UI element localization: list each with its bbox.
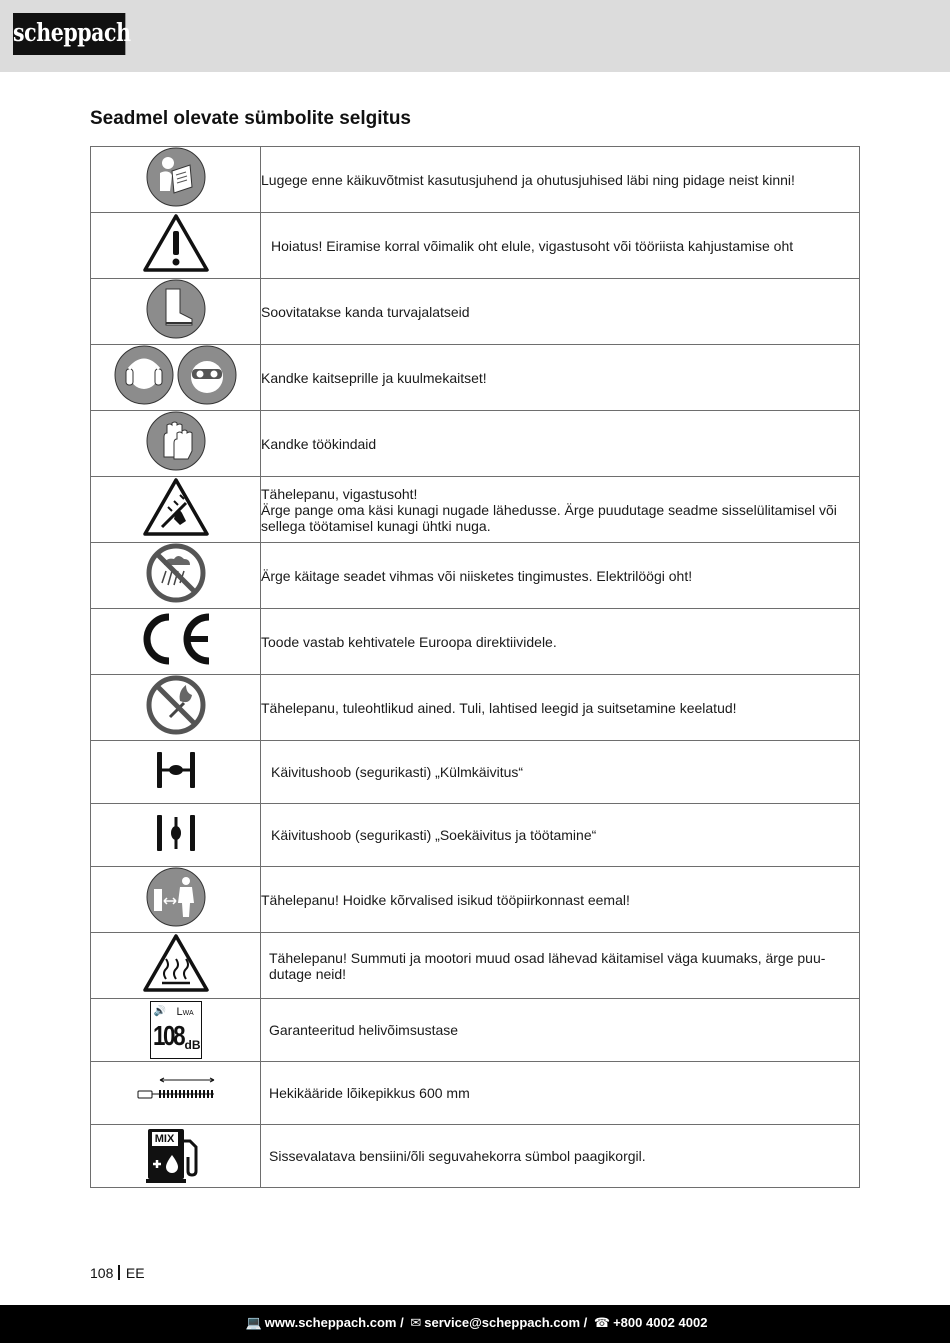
symbol-icon-cell <box>91 345 261 411</box>
ear-eye-protection-icon <box>114 345 238 410</box>
symbol-description: Sissevalatava bensiini/õli seguvahekorra sümbol paagikorgil. <box>269 1148 646 1164</box>
symbol-text-cell <box>261 411 860 477</box>
phone-icon: ☎ <box>593 1315 611 1330</box>
symbol-text-cell <box>261 147 860 213</box>
email-link[interactable]: service@scheppach.com <box>424 1315 581 1330</box>
footer-separator: / <box>583 1315 588 1330</box>
speaker-icon: 🔊 <box>153 1006 166 1017</box>
symbol-row <box>91 999 860 1062</box>
symbol-row <box>91 1062 860 1125</box>
envelope-icon: ✉ <box>410 1315 422 1330</box>
brand-logo: scheppach <box>13 13 125 55</box>
symbol-description: Hoiatus! Eiramise korral võimalik oht elule, vigastusoht või tööriista kahjustamise oht <box>271 237 794 254</box>
no-open-flame-icon <box>146 675 206 740</box>
symbol-text-cell <box>261 675 860 741</box>
keep-distance-icon <box>146 867 206 932</box>
symbol-text-cell <box>261 543 860 609</box>
symbol-text-cell <box>261 477 860 543</box>
symbol-row <box>91 609 860 675</box>
page-number-value: 108 <box>90 1265 114 1281</box>
page-header <box>0 0 950 72</box>
symbol-description: Ärge käitage seadet vihmas või niisketes tingimustes. Elektrilöögi oht! <box>261 567 693 584</box>
symbol-description: Garanteeritud helivõimsustase <box>269 1022 459 1038</box>
sound-power-icon: 🔊 LWA 108 dB <box>150 1001 202 1059</box>
symbol-icon-cell <box>91 933 261 999</box>
symbol-text-cell <box>261 999 860 1062</box>
fuel-mix-icon <box>144 1127 208 1185</box>
symbol-icon-cell <box>91 477 261 543</box>
symbol-text-cell <box>261 279 860 345</box>
symbol-icon-cell <box>91 543 261 609</box>
mix-label: MIX <box>154 1133 175 1145</box>
symbol-icon-cell <box>91 804 261 867</box>
symbol-description: Hekikääride lõikepikkus 600 mm <box>269 1085 470 1101</box>
hot-surface-icon <box>142 933 210 998</box>
symbol-icon-cell <box>91 867 261 933</box>
symbol-text-cell <box>261 741 860 804</box>
warning-triangle-icon <box>142 213 210 278</box>
symbol-description: Soovitatakse kanda turvajalatseid <box>261 303 470 320</box>
symbol-description: Ärge pange oma käsi kunagi nugade lähedusse. Ärge puudutage seadme sisselülitamisel või sellega töötamisel kunagi ühtki nuga. <box>261 501 837 534</box>
symbol-description: Lugege enne käikuvõtmist kasutusjuhend ja ohutusjuhised läbi ning pidage neist kinni! <box>261 171 795 188</box>
symbol-icon-cell <box>91 999 261 1062</box>
ce-mark-icon <box>136 609 216 674</box>
symbol-text-cell <box>261 1125 860 1188</box>
symbol-text-cell <box>261 867 860 933</box>
page-number <box>90 1265 145 1281</box>
sound-level-unit: dB <box>184 1038 201 1052</box>
symbol-row <box>91 741 860 804</box>
read-manual-icon <box>146 147 206 212</box>
symbol-row <box>91 147 860 213</box>
symbol-description: Käivitushoob (segurikasti) „Soekäivitus ja töötamine“ <box>271 827 597 843</box>
choke-warm-start-icon <box>156 813 196 858</box>
symbol-row <box>91 933 860 999</box>
symbol-icon-cell <box>91 675 261 741</box>
symbol-description: Toode vastab kehtivatele Euroopa direktiividele. <box>261 633 557 650</box>
page-number-divider <box>118 1265 120 1280</box>
hand-injury-warning-icon <box>142 477 210 542</box>
gloves-icon <box>146 411 206 476</box>
symbol-row <box>91 345 860 411</box>
symbol-icon-cell <box>91 411 261 477</box>
choke-cold-start-icon <box>156 750 196 795</box>
symbol-description: Tähelepanu, tuleohtlikud ained. Tuli, lahtised leegid ja suitsetamine keelatud! <box>261 699 737 716</box>
symbol-row <box>91 1125 860 1188</box>
symbol-row <box>91 213 860 279</box>
sound-level-value: 108 <box>152 1020 183 1051</box>
symbol-icon-cell <box>91 213 261 279</box>
symbol-row <box>91 477 860 543</box>
symbol-icon-cell <box>91 147 261 213</box>
symbol-icon-cell <box>91 609 261 675</box>
symbol-icon-cell <box>91 741 261 804</box>
symbol-description: Kandke töökindaid <box>261 435 377 452</box>
laptop-icon: 💻 <box>245 1315 262 1330</box>
symbol-row <box>91 675 860 741</box>
symbol-description: Tähelepanu, vigastusoht! <box>261 485 418 502</box>
symbol-text-cell <box>261 804 860 867</box>
symbol-description: Tähelepanu! Summuti ja mootori muud osad lähevad käitamisel väga kuumaks, ärge puu-dutage neid! <box>269 949 826 982</box>
symbol-table <box>90 146 860 1188</box>
website-link[interactable]: www.scheppach.com <box>264 1315 397 1330</box>
symbol-icon-cell <box>91 1062 261 1125</box>
symbol-text-cell <box>261 933 860 999</box>
symbol-icon-cell <box>91 1125 261 1188</box>
footer-separator: / <box>400 1315 404 1330</box>
symbol-row <box>91 804 860 867</box>
symbol-row <box>91 543 860 609</box>
symbol-text-cell <box>261 345 860 411</box>
symbol-text-cell <box>261 213 860 279</box>
symbol-description: Kandke kaitseprille ja kuulmekaitset! <box>261 369 487 386</box>
symbol-row <box>91 411 860 477</box>
cutting-length-icon <box>136 1076 216 1111</box>
symbol-row <box>91 279 860 345</box>
no-rain-icon <box>146 543 206 608</box>
safety-boots-icon <box>146 279 206 344</box>
footer-contact-bar <box>0 1305 950 1343</box>
language-code: EE <box>125 1265 145 1281</box>
symbol-text-cell <box>261 1062 860 1125</box>
page-title: Seadmel olevate sümbolite selgitus <box>90 108 411 129</box>
symbol-description: Käivitushoob (segurikasti) „Külmkäivitus“ <box>271 764 524 780</box>
symbol-description: Tähelepanu! Hoidke kõrvalised isikud tööpiirkonnast eemal! <box>261 891 630 908</box>
phone-number: +800 4002 4002 <box>613 1315 708 1330</box>
symbol-row <box>91 867 860 933</box>
symbol-icon-cell <box>91 279 261 345</box>
symbol-text-cell <box>261 609 860 675</box>
